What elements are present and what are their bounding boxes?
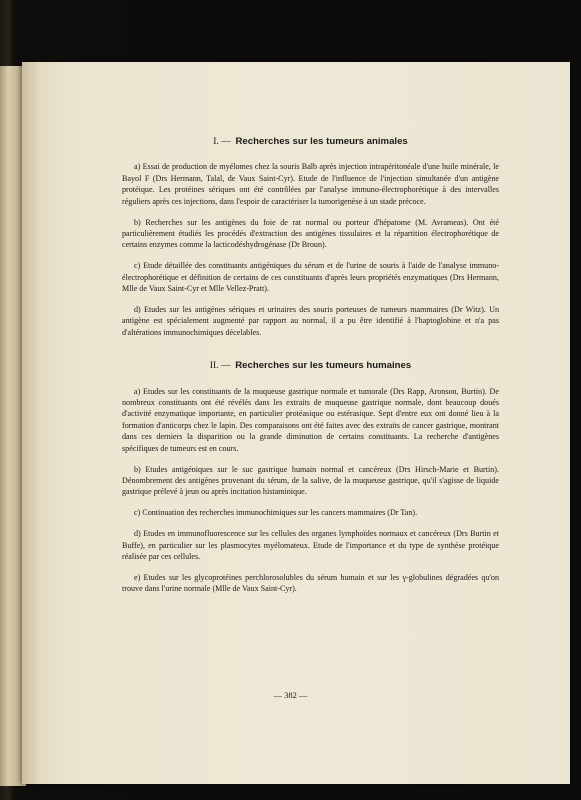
section-2-paragraph-b: b) Etudes antigéniques sur le suc gastrique humain normal et cancéreux (Drs Hirsch-Marie et Burtin). Dénombrement des antigènes provenant du sérum, de la salive, de la muqueuse gastrique, qu'il s'agisse de liquide gastrique prélevé à jeun ou après incitation histaminique.: [122, 464, 499, 497]
section-1-heading: [122, 136, 499, 147]
section-2-paragraph-c: c) Continuation des recherches immunochimiques sur les cancers mammaires (Dr Tan).: [134, 508, 418, 518]
page-content: [122, 136, 499, 604]
section-2-paragraph-d: d) Etudes en immunofluorescence sur les cellules des organes lymphoïdes normaux et cancéreux (Drs Burtin et Buffe), en particulier sur les plasmocytes myélomateux. Etude de l'importance et du type de synthèse protéique réalisée par ces cellules.: [122, 529, 499, 561]
section-1-paragraph-b: b) Recherches sur les antigènes du foie de rat normal ou porteur d'hépatome (M. Avrameas). Ont été particulièrement étudiés les procédés d'extraction des antigènes tissulaires et la répartition électrophorétique de certains enzymes comme la lacticodéshydrogénase (Dr Broun).: [122, 217, 499, 250]
page-number: — 382 —: [273, 691, 308, 700]
section-2-paragraph-a: a) Etudes sur les constituants de la muqueuse gastrique normale et tumorale (Drs Rapp, Aronson, Burtin). De nombreux constituants ont été révélés dans les extraits de muqueuse gastrique normale, dont beaucoup doués d'activité enzymatique importante, en particulier protéasique ou estérasique. Sept d'entre eux ont donné lieu à la formation d'anticorps chez le lapin. Des comparaisons ont été faites avec des extraits de cancer gastrique, montrant dans ces derniers la disparition ou la grande diminution de certains constituants. La recherche d'antigènes spécifiques de tumeurs est en cours.: [122, 386, 499, 453]
section-1-title: Recherches sur les tumeurs animales: [235, 136, 408, 147]
section-2-title: Recherches sur les tumeurs humaines: [235, 360, 412, 372]
section-1-number: I. —: [213, 136, 231, 147]
section-1-paragraph-c: c) Etude détaillée des constituants antigéniques du sérum et de l'urine de souris à l'aide de l'analyse immuno-électrophorétique et définition de certains de ces constituants d'après leurs propriétés enzymatiques (Drs Hermann, Mlle de Vaux Saint-Cyr et Mlle Vellez-Pratt).: [122, 261, 499, 294]
section-1-paragraph-d: d) Etudes sur les antigènes sériques et urinaires des souris porteuses de tumeurs mammaires (Dr Witz). Un antigène est spécialement augmenté par rapport au normal, il a pu être identifié à l'haptoglobine et n'a pas d'altérations immunochimiques décelables.: [122, 304, 499, 337]
section-2-number: II. —: [209, 360, 231, 372]
section-1-paragraph-a: a) Essai de production de myélomes chez la souris Balb après injection intrapéritonéale d'une huile minérale, le Bayol F (Drs Hermann, Talal, de Vaux Saint-Cyr). Etude de l'influence de l'injection simultanée d'un antigène protéique. Les protéines sériques ont été contrôlées par l'analyse immuno-électrophorétique à des intervalles réguliers après ces injections, dans l'espoir de caractériser la tumorigenèse à un stade précoce.: [122, 162, 499, 206]
section-2-heading: [122, 360, 499, 371]
section-2-paragraph-e: e) Etudes sur les glycoprotéines perchlorosolubles du sérum humain et sur les γ-globulines dégradées qu'on trouve dans l'urine normale (Mlle de Vaux Saint-Cyr).: [122, 572, 499, 594]
